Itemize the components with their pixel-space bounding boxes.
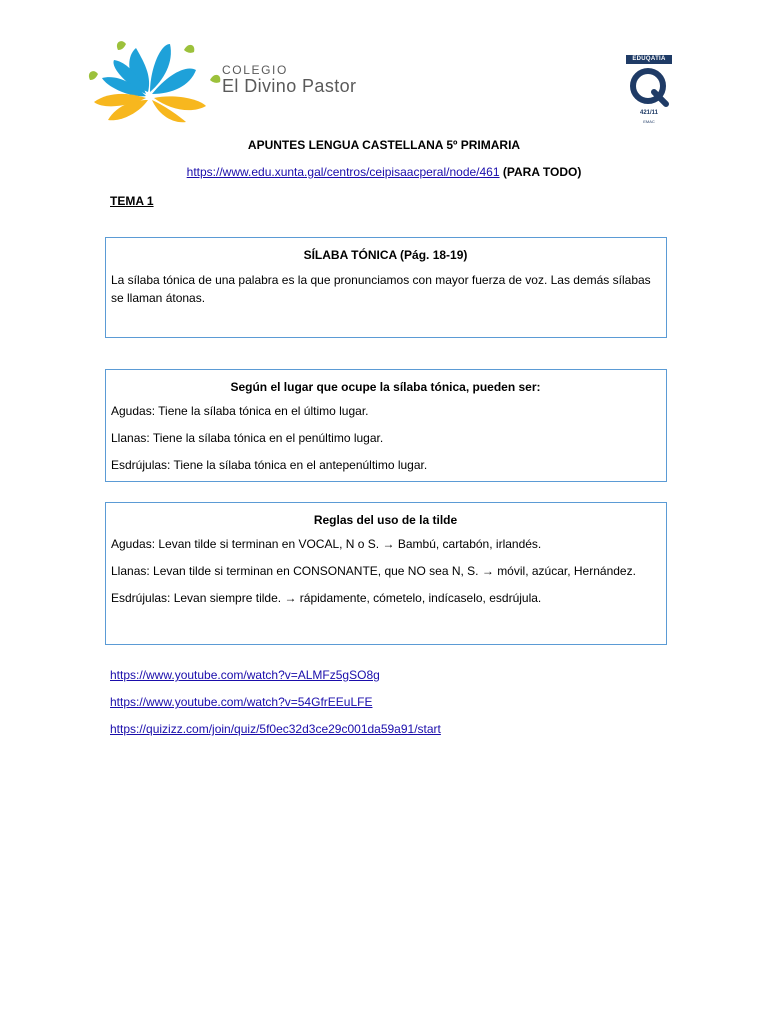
list-item bbox=[110, 721, 441, 738]
classification-title: Según el lugar que ocupe la sílaba tónica, pueden ser: bbox=[230, 380, 541, 394]
main-resource-suffix: (PARA TODO) bbox=[502, 165, 582, 179]
rule-agudas-examples: Bambú, cartabón, irlandés. bbox=[397, 537, 542, 551]
definition-text: La sílaba tónica de una palabra es la que pronunciamos con mayor fuerza de voz. Las demás sílabas se llaman átonas. bbox=[111, 273, 651, 305]
rule-llanas-text: Llanas: Levan tilde si terminan en CONSONANTE, que NO sea N, S. bbox=[111, 564, 479, 578]
classification-esdrujulas: Esdrújulas: Tiene la sílaba tónica en el antepenúltimo lugar. bbox=[111, 458, 428, 472]
rule-agudas-text: Agudas: Levan tilde si terminan en VOCAL, N o S. bbox=[111, 537, 380, 551]
accent-rules-box bbox=[105, 502, 667, 645]
classification-agudas: Agudas: Tiene la sílaba tónica en el último lugar. bbox=[111, 404, 369, 418]
definition-title: SÍLABA TÓNICA (Pág. 18-19) bbox=[303, 248, 468, 262]
youtube-link-2[interactable]: https://www.youtube.com/watch?v=54GfrEEuLFE bbox=[110, 695, 373, 709]
rule-agudas bbox=[111, 536, 660, 553]
document-header bbox=[0, 0, 768, 130]
school-name-prefix: COLEGIO bbox=[222, 63, 288, 77]
arrow-right-icon: → bbox=[481, 564, 494, 578]
certificate-label: EDUQATIA bbox=[626, 55, 672, 64]
rule-esdrujulas-text: Esdrújulas: Levan siempre tilde. bbox=[111, 591, 282, 605]
rule-llanas bbox=[111, 563, 660, 580]
youtube-link-1[interactable]: https://www.youtube.com/watch?v=ALMFz5gSO8g bbox=[110, 668, 380, 682]
quality-certificate-seal bbox=[626, 55, 672, 127]
definition-box bbox=[105, 237, 667, 338]
certificate-org: EMAC bbox=[643, 119, 655, 124]
accent-rules-title: Reglas del uso de la tilde bbox=[313, 513, 458, 527]
resource-links bbox=[110, 667, 441, 748]
certificate-number: 421/11 bbox=[639, 110, 659, 116]
arrow-right-icon: → bbox=[382, 537, 395, 551]
classification-llanas: Llanas: Tiene la sílaba tónica en el penúltimo lugar. bbox=[111, 431, 384, 445]
rule-esdrujulas-examples: rápidamente, cómetelo, indícaselo, esdrújula. bbox=[299, 591, 542, 605]
flower-logo-icon bbox=[88, 40, 228, 124]
rule-llanas-examples: móvil, azúcar, Hernández. bbox=[497, 564, 636, 578]
section-heading: TEMA 1 bbox=[110, 194, 154, 208]
main-resource-line bbox=[0, 165, 768, 179]
list-item bbox=[110, 667, 441, 684]
school-name-main: El Divino Pastor bbox=[222, 75, 357, 96]
certificate-q-icon bbox=[626, 64, 672, 110]
school-name bbox=[222, 64, 356, 95]
list-item bbox=[110, 694, 441, 711]
classification-box bbox=[105, 369, 667, 482]
page-title: APUNTES LENGUA CASTELLANA 5º PRIMARIA bbox=[247, 138, 521, 152]
main-resource-link[interactable]: https://www.edu.xunta.gal/centros/ceipisaacperal/node/461 bbox=[186, 165, 500, 179]
arrow-right-icon: → bbox=[284, 591, 297, 605]
rule-esdrujulas bbox=[111, 590, 660, 607]
quizizz-link[interactable]: https://quizizz.com/join/quiz/5f0ec32d3ce29c001da59a91/start bbox=[110, 722, 441, 736]
